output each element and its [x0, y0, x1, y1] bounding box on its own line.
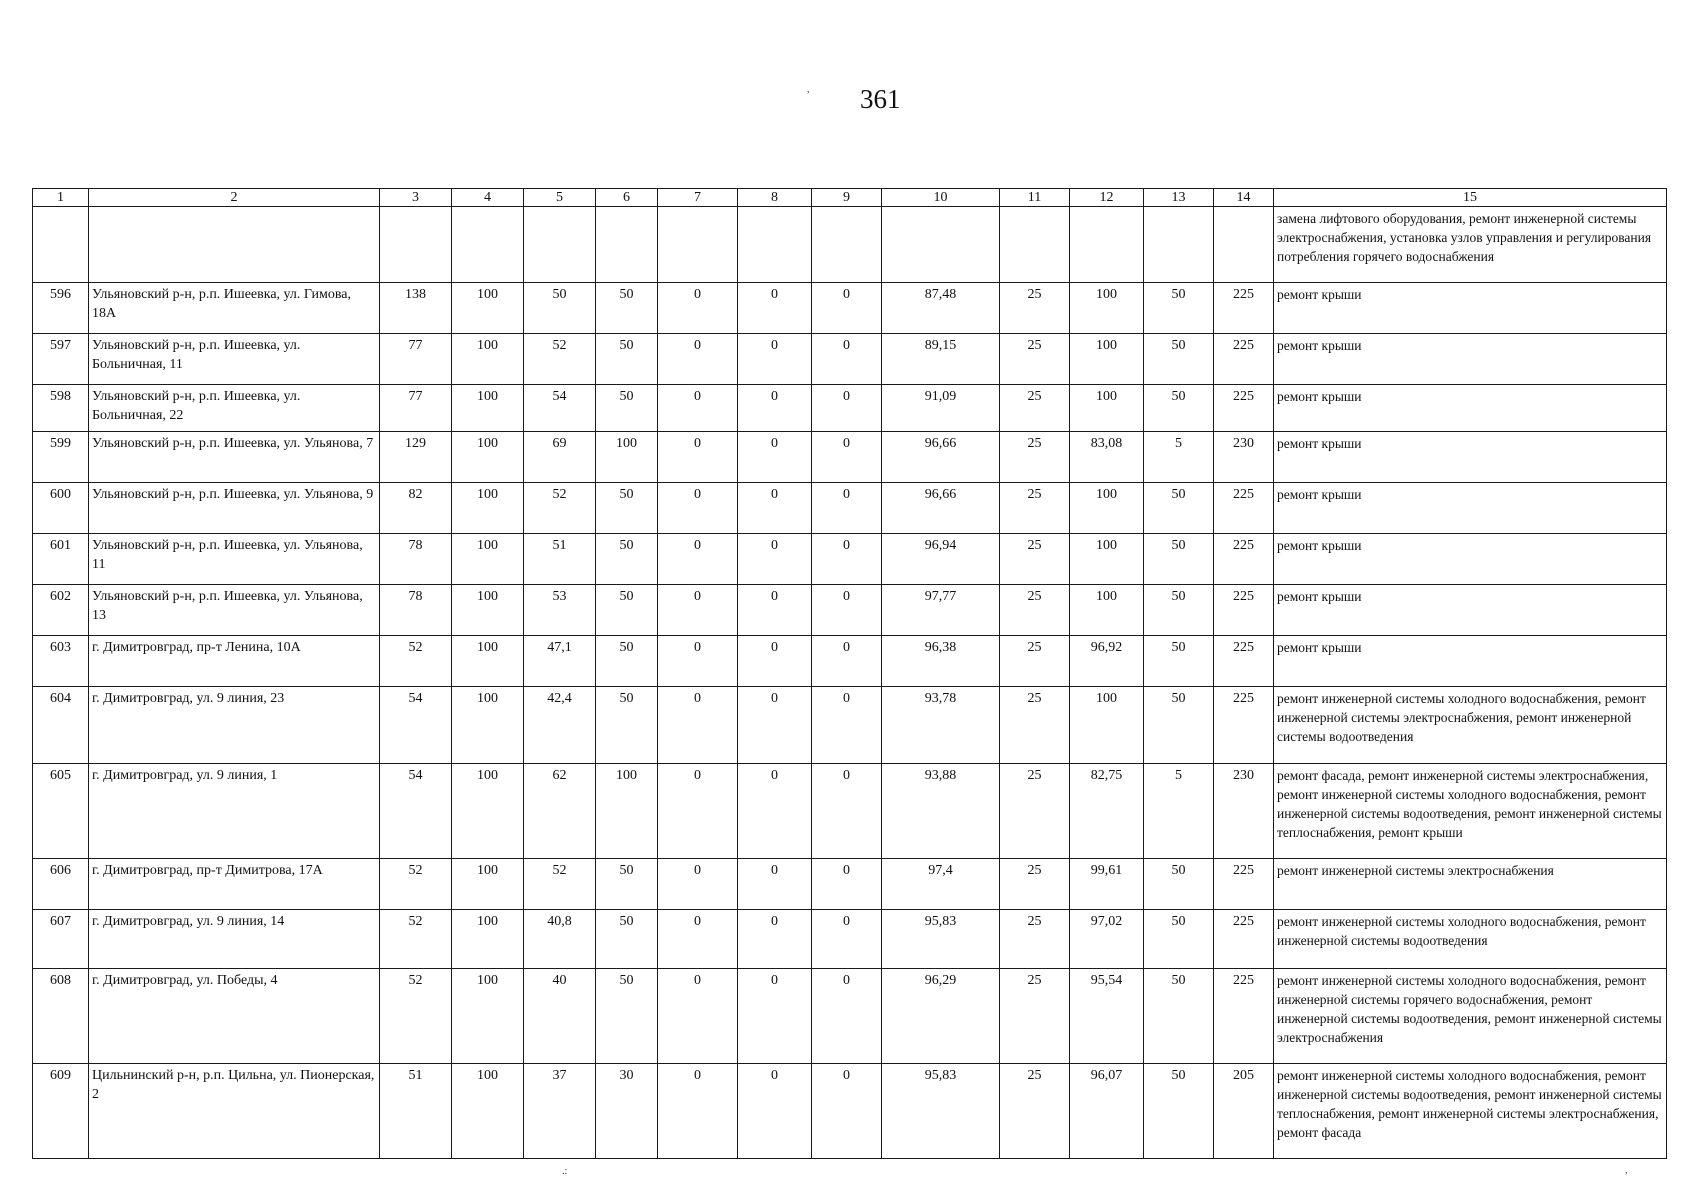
- value-cell: 0: [658, 534, 738, 585]
- value-cell: 0: [812, 859, 882, 910]
- value-cell: 50: [596, 334, 658, 385]
- value-cell: 0: [738, 1064, 812, 1159]
- row-number-cell: 605: [33, 764, 89, 859]
- value-cell: 225: [1214, 636, 1274, 687]
- value-cell: 77: [380, 385, 452, 432]
- value-cell: 230: [1214, 764, 1274, 859]
- value-cell: 50: [596, 636, 658, 687]
- value-cell: 0: [738, 385, 812, 432]
- address-cell: Ульяновский р-н, р.п. Ишеевка, ул. Ульянова, 11: [89, 534, 380, 585]
- value-cell: 25: [1000, 859, 1070, 910]
- value-cell: 0: [738, 283, 812, 334]
- value-cell: 99,61: [1070, 859, 1144, 910]
- row-number-cell: 607: [33, 910, 89, 969]
- empty-cell: [452, 207, 524, 283]
- value-cell: 25: [1000, 483, 1070, 534]
- value-cell: 225: [1214, 334, 1274, 385]
- value-cell: 100: [1070, 385, 1144, 432]
- works-cell: ремонт крыши: [1274, 636, 1667, 687]
- works-cell: ремонт крыши: [1274, 483, 1667, 534]
- value-cell: 25: [1000, 636, 1070, 687]
- row-number-cell: 606: [33, 859, 89, 910]
- works-cell: ремонт крыши: [1274, 283, 1667, 334]
- value-cell: 52: [524, 483, 596, 534]
- value-cell: 129: [380, 432, 452, 483]
- column-number: 14: [1214, 189, 1274, 207]
- value-cell: 50: [596, 283, 658, 334]
- value-cell: 0: [738, 534, 812, 585]
- scan-speck: ,: [807, 84, 810, 95]
- value-cell: 100: [1070, 334, 1144, 385]
- value-cell: 0: [738, 334, 812, 385]
- value-cell: 96,66: [882, 483, 1000, 534]
- address-cell: г. Димитровград, пр-т Димитрова, 17А: [89, 859, 380, 910]
- empty-cell: [380, 207, 452, 283]
- value-cell: 50: [596, 859, 658, 910]
- address-cell: Ульяновский р-н, р.п. Ишеевка, ул. Больничная, 22: [89, 385, 380, 432]
- table-row: [33, 969, 1667, 1064]
- value-cell: 0: [738, 859, 812, 910]
- value-cell: 50: [1144, 334, 1214, 385]
- value-cell: 225: [1214, 283, 1274, 334]
- value-cell: 78: [380, 534, 452, 585]
- value-cell: 0: [658, 859, 738, 910]
- value-cell: 96,38: [882, 636, 1000, 687]
- value-cell: 95,83: [882, 1064, 1000, 1159]
- address-cell: Ульяновский р-н, р.п. Ишеевка, ул. Больничная, 11: [89, 334, 380, 385]
- value-cell: 96,92: [1070, 636, 1144, 687]
- row-number-cell: 604: [33, 687, 89, 764]
- empty-cell: [89, 207, 380, 283]
- value-cell: 0: [738, 636, 812, 687]
- value-cell: 54: [380, 687, 452, 764]
- empty-cell: [1214, 207, 1274, 283]
- empty-cell: [882, 207, 1000, 283]
- value-cell: 100: [452, 1064, 524, 1159]
- value-cell: 100: [1070, 534, 1144, 585]
- value-cell: 5: [1144, 432, 1214, 483]
- column-number: 10: [882, 189, 1000, 207]
- value-cell: 138: [380, 283, 452, 334]
- value-cell: 0: [812, 283, 882, 334]
- value-cell: 0: [812, 764, 882, 859]
- row-number-cell: 609: [33, 1064, 89, 1159]
- table-row: [33, 334, 1667, 385]
- empty-cell: [738, 207, 812, 283]
- row-number-cell: 599: [33, 432, 89, 483]
- value-cell: 25: [1000, 283, 1070, 334]
- value-cell: 52: [380, 910, 452, 969]
- value-cell: 100: [1070, 283, 1144, 334]
- table-row: [33, 764, 1667, 859]
- value-cell: 25: [1000, 385, 1070, 432]
- address-cell: г. Димитровград, ул. 9 линия, 23: [89, 687, 380, 764]
- address-cell: Ульяновский р-н, р.п. Ишеевка, ул. Ульянова, 7: [89, 432, 380, 483]
- value-cell: 0: [658, 969, 738, 1064]
- value-cell: 30: [596, 1064, 658, 1159]
- works-cell: ремонт крыши: [1274, 432, 1667, 483]
- address-cell: г. Димитровград, пр-т Ленина, 10А: [89, 636, 380, 687]
- value-cell: 50: [1144, 969, 1214, 1064]
- value-cell: 0: [658, 483, 738, 534]
- row-number-cell: 608: [33, 969, 89, 1064]
- column-number: 3: [380, 189, 452, 207]
- value-cell: 54: [524, 385, 596, 432]
- value-cell: 93,78: [882, 687, 1000, 764]
- value-cell: 25: [1000, 969, 1070, 1064]
- value-cell: 96,94: [882, 534, 1000, 585]
- value-cell: 97,4: [882, 859, 1000, 910]
- value-cell: 0: [738, 483, 812, 534]
- scan-speck: .:: [562, 1166, 568, 1177]
- table-row: [33, 483, 1667, 534]
- value-cell: 5: [1144, 764, 1214, 859]
- carryover-row: [33, 207, 1667, 283]
- value-cell: 0: [658, 636, 738, 687]
- value-cell: 100: [452, 636, 524, 687]
- value-cell: 62: [524, 764, 596, 859]
- value-cell: 50: [596, 585, 658, 636]
- value-cell: 225: [1214, 483, 1274, 534]
- value-cell: 50: [596, 483, 658, 534]
- value-cell: 82: [380, 483, 452, 534]
- column-number: 13: [1144, 189, 1214, 207]
- empty-cell: [1144, 207, 1214, 283]
- value-cell: 51: [380, 1064, 452, 1159]
- table-row: [33, 910, 1667, 969]
- column-number: 6: [596, 189, 658, 207]
- page-number: 361: [860, 84, 901, 114]
- works-cell: ремонт инженерной системы холодного водоснабжения, ремонт инженерной системы электроснабжения, ремонт инженерной системы водоотведения: [1274, 687, 1667, 764]
- address-cell: Ульяновский р-н, р.п. Ишеевка, ул. Гимова, 18А: [89, 283, 380, 334]
- value-cell: 0: [812, 585, 882, 636]
- value-cell: 77: [380, 334, 452, 385]
- works-cell: замена лифтового оборудования, ремонт инженерной системы электроснабжения, установка узлов управления и регулирования потребления горячего водоснабжения: [1274, 207, 1667, 283]
- value-cell: 0: [658, 1064, 738, 1159]
- column-number: 5: [524, 189, 596, 207]
- value-cell: 0: [658, 334, 738, 385]
- value-cell: 96,29: [882, 969, 1000, 1064]
- value-cell: 0: [658, 687, 738, 764]
- scan-speck: ,: [1625, 1165, 1628, 1176]
- address-cell: г. Димитровград, ул. Победы, 4: [89, 969, 380, 1064]
- empty-cell: [524, 207, 596, 283]
- value-cell: 0: [812, 969, 882, 1064]
- value-cell: 50: [1144, 1064, 1214, 1159]
- value-cell: 25: [1000, 687, 1070, 764]
- value-cell: 25: [1000, 585, 1070, 636]
- value-cell: 100: [452, 910, 524, 969]
- value-cell: 69: [524, 432, 596, 483]
- value-cell: 78: [380, 585, 452, 636]
- table-row: [33, 859, 1667, 910]
- row-number-cell: 597: [33, 334, 89, 385]
- value-cell: 0: [658, 764, 738, 859]
- value-cell: 100: [1070, 687, 1144, 764]
- column-number: 2: [89, 189, 380, 207]
- row-number-cell: 598: [33, 385, 89, 432]
- value-cell: 225: [1214, 910, 1274, 969]
- value-cell: 50: [1144, 910, 1214, 969]
- works-cell: ремонт крыши: [1274, 585, 1667, 636]
- value-cell: 0: [812, 534, 882, 585]
- value-cell: 100: [452, 432, 524, 483]
- works-cell: ремонт фасада, ремонт инженерной системы электроснабжения, ремонт инженерной системы холодного водоснабжения, ремонт инженерной системы водоотведения, ремонт инженерной системы теплоснабжения, ремонт крыши: [1274, 764, 1667, 859]
- value-cell: 205: [1214, 1064, 1274, 1159]
- column-number-row: [33, 189, 1667, 207]
- value-cell: 100: [596, 432, 658, 483]
- value-cell: 97,77: [882, 585, 1000, 636]
- value-cell: 100: [452, 687, 524, 764]
- value-cell: 50: [1144, 385, 1214, 432]
- table-row: [33, 636, 1667, 687]
- empty-cell: [596, 207, 658, 283]
- value-cell: 100: [596, 764, 658, 859]
- value-cell: 100: [452, 764, 524, 859]
- column-number: 8: [738, 189, 812, 207]
- value-cell: 89,15: [882, 334, 1000, 385]
- value-cell: 50: [596, 534, 658, 585]
- value-cell: 0: [812, 334, 882, 385]
- empty-cell: [1070, 207, 1144, 283]
- value-cell: 100: [452, 859, 524, 910]
- address-cell: Цильнинский р-н, р.п. Цильна, ул. Пионерская, 2: [89, 1064, 380, 1159]
- value-cell: 0: [738, 687, 812, 764]
- value-cell: 100: [1070, 585, 1144, 636]
- row-number-cell: 596: [33, 283, 89, 334]
- works-cell: ремонт инженерной системы холодного водоснабжения, ремонт инженерной системы горячего водоснабжения, ремонт инженерной системы водоотведения, ремонт инженерной системы электроснабжения: [1274, 969, 1667, 1064]
- value-cell: 225: [1214, 859, 1274, 910]
- value-cell: 225: [1214, 585, 1274, 636]
- value-cell: 52: [380, 969, 452, 1064]
- table-row: [33, 432, 1667, 483]
- value-cell: 0: [738, 910, 812, 969]
- value-cell: 100: [452, 283, 524, 334]
- works-cell: ремонт инженерной системы холодного водоснабжения, ремонт инженерной системы водоотведения: [1274, 910, 1667, 969]
- empty-cell: [658, 207, 738, 283]
- works-cell: ремонт крыши: [1274, 534, 1667, 585]
- value-cell: 40,8: [524, 910, 596, 969]
- value-cell: 50: [1144, 859, 1214, 910]
- value-cell: 51: [524, 534, 596, 585]
- value-cell: 0: [812, 636, 882, 687]
- value-cell: 50: [1144, 636, 1214, 687]
- value-cell: 25: [1000, 334, 1070, 385]
- value-cell: 50: [524, 283, 596, 334]
- value-cell: 0: [812, 910, 882, 969]
- column-number: 4: [452, 189, 524, 207]
- works-cell: ремонт инженерной системы холодного водоснабжения, ремонт инженерной системы водоотведения, ремонт инженерной системы теплоснабжения, ремонт инженерной системы электроснабжения, ремонт фасада: [1274, 1064, 1667, 1159]
- value-cell: 25: [1000, 1064, 1070, 1159]
- value-cell: 50: [1144, 283, 1214, 334]
- table-row: [33, 687, 1667, 764]
- value-cell: 50: [1144, 585, 1214, 636]
- value-cell: 96,66: [882, 432, 1000, 483]
- row-number-cell: 600: [33, 483, 89, 534]
- value-cell: 50: [596, 385, 658, 432]
- value-cell: 225: [1214, 969, 1274, 1064]
- value-cell: 0: [812, 483, 882, 534]
- value-cell: 0: [812, 385, 882, 432]
- works-cell: ремонт крыши: [1274, 385, 1667, 432]
- value-cell: 52: [524, 334, 596, 385]
- value-cell: 50: [596, 969, 658, 1064]
- value-cell: 100: [452, 969, 524, 1064]
- value-cell: 83,08: [1070, 432, 1144, 483]
- table-row: [33, 283, 1667, 334]
- value-cell: 0: [658, 910, 738, 969]
- value-cell: 25: [1000, 432, 1070, 483]
- value-cell: 50: [596, 687, 658, 764]
- value-cell: 100: [1070, 483, 1144, 534]
- value-cell: 100: [452, 483, 524, 534]
- value-cell: 25: [1000, 764, 1070, 859]
- value-cell: 0: [738, 764, 812, 859]
- column-number: 1: [33, 189, 89, 207]
- value-cell: 0: [658, 283, 738, 334]
- value-cell: 50: [1144, 687, 1214, 764]
- value-cell: 225: [1214, 385, 1274, 432]
- value-cell: 97,02: [1070, 910, 1144, 969]
- value-cell: 52: [380, 859, 452, 910]
- row-number-cell: 602: [33, 585, 89, 636]
- table-row: [33, 385, 1667, 432]
- value-cell: 100: [452, 385, 524, 432]
- address-cell: г. Димитровград, ул. 9 линия, 14: [89, 910, 380, 969]
- value-cell: 0: [812, 432, 882, 483]
- row-number-cell: 601: [33, 534, 89, 585]
- value-cell: 0: [812, 687, 882, 764]
- column-number: 9: [812, 189, 882, 207]
- buildings-table: [32, 188, 1667, 1159]
- value-cell: 52: [380, 636, 452, 687]
- value-cell: 52: [524, 859, 596, 910]
- value-cell: 54: [380, 764, 452, 859]
- value-cell: 25: [1000, 534, 1070, 585]
- column-number: 15: [1274, 189, 1667, 207]
- value-cell: 25: [1000, 910, 1070, 969]
- value-cell: 37: [524, 1064, 596, 1159]
- value-cell: 42,4: [524, 687, 596, 764]
- works-cell: ремонт крыши: [1274, 334, 1667, 385]
- value-cell: 53: [524, 585, 596, 636]
- table-row: [33, 585, 1667, 636]
- table-row: [33, 534, 1667, 585]
- value-cell: 0: [738, 432, 812, 483]
- value-cell: 50: [596, 910, 658, 969]
- row-number-cell: 603: [33, 636, 89, 687]
- value-cell: 100: [452, 585, 524, 636]
- value-cell: 95,83: [882, 910, 1000, 969]
- value-cell: 100: [452, 534, 524, 585]
- value-cell: 0: [738, 969, 812, 1064]
- value-cell: 87,48: [882, 283, 1000, 334]
- value-cell: 93,88: [882, 764, 1000, 859]
- column-number: 11: [1000, 189, 1070, 207]
- value-cell: 96,07: [1070, 1064, 1144, 1159]
- empty-cell: [1000, 207, 1070, 283]
- value-cell: 0: [658, 585, 738, 636]
- value-cell: 50: [1144, 483, 1214, 534]
- value-cell: 47,1: [524, 636, 596, 687]
- table-row: [33, 1064, 1667, 1159]
- column-number: 7: [658, 189, 738, 207]
- address-cell: Ульяновский р-н, р.п. Ишеевка, ул. Ульянова, 9: [89, 483, 380, 534]
- value-cell: 50: [1144, 534, 1214, 585]
- value-cell: 0: [812, 1064, 882, 1159]
- value-cell: 100: [452, 334, 524, 385]
- empty-cell: [33, 207, 89, 283]
- address-cell: г. Димитровград, ул. 9 линия, 1: [89, 764, 380, 859]
- value-cell: 0: [658, 432, 738, 483]
- column-number: 12: [1070, 189, 1144, 207]
- value-cell: 82,75: [1070, 764, 1144, 859]
- value-cell: 0: [658, 385, 738, 432]
- address-cell: Ульяновский р-н, р.п. Ишеевка, ул. Ульянова, 13: [89, 585, 380, 636]
- value-cell: 40: [524, 969, 596, 1064]
- value-cell: 225: [1214, 687, 1274, 764]
- works-cell: ремонт инженерной системы электроснабжения: [1274, 859, 1667, 910]
- empty-cell: [812, 207, 882, 283]
- value-cell: 0: [738, 585, 812, 636]
- value-cell: 230: [1214, 432, 1274, 483]
- value-cell: 91,09: [882, 385, 1000, 432]
- value-cell: 95,54: [1070, 969, 1144, 1064]
- value-cell: 225: [1214, 534, 1274, 585]
